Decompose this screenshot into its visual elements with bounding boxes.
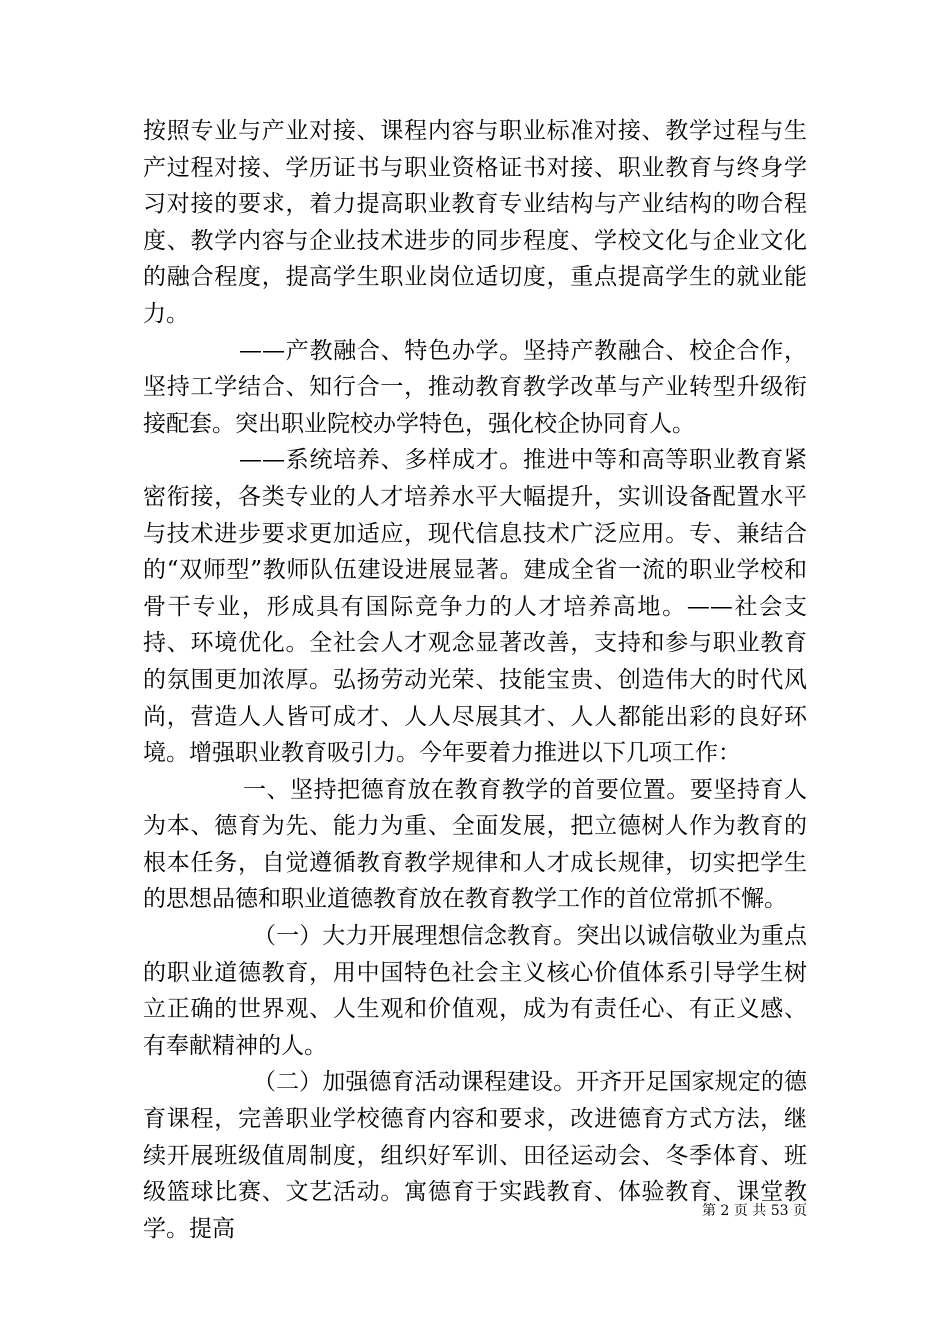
paragraph-6: （二）加强德育活动课程建设。开齐开足国家规定的德育课程，完善职业学校德育内容和要求，改进德育方式方法，继续开展班级值周制度，组织好军训、田径运动会、冬季体育、班级篮球比赛、文艺活动。寓德育于实践教育、体验教育、课堂教学。提高: [143, 1069, 807, 1242]
paragraph-3: ——系统培养、多样成才。推进中等和高等职业教育紧密衔接，各类专业的人才培养水平大幅提升，实训设备配置水平与技术进步要求更加适应，现代信息技术广泛应用。专、兼结合的“双师型”教师队伍建设进展显著。建成全省一流的职业学校和骨干专业，形成具有国际竞争力的人才培养高地。——社会支持、环境优化。全社会人才观念显著改善，支持和参与职业教育的氛围更加浓厚。弘扬劳动光荣、技能宝贵、创造伟大的时代风尚，营造人人皆可成才、人人尽展其才、人人都能出彩的良好环境。增强职业教育吸引力。今年要着力推进以下几项工作：: [143, 447, 807, 767]
page-number-footer: 第 2 页 共 53 页: [702, 1203, 807, 1219]
document-body: [143, 113, 807, 1247]
paragraph-1: 按照专业与产业对接、课程内容与职业标准对接、教学过程与生产过程对接、学历证书与职业资格证书对接、职业教育与终身学习对接的要求，着力提高职业教育专业结构与产业结构的吻合程度、教学内容与企业技术进步的同步程度、学校文化与企业文化的融合程度，提高学生职业岗位适切度，重点提高学生的就业能力。: [143, 118, 807, 327]
paragraph-2: ——产教融合、特色办学。坚持产教融合、校企合作，坚持工学结合、知行合一，推动教育教学改革与产业转型升级衔接配套。突出职业院校办学特色，强化校企协同育人。: [143, 337, 807, 437]
paragraph-5: （一）大力开展理想信念教育。突出以诚信敬业为重点的职业道德教育，用中国特色社会主义核心价值体系引导学生树立正确的世界观、人生观和价值观，成为有责任心、有正义感、有奉献精神的人。: [143, 923, 807, 1059]
paragraph-4: 一、坚持把德育放在教育教学的首要位置。要坚持育人为本、德育为先、能力为重、全面发展，把立德树人作为教育的根本任务，自觉遵循教育教学规律和人才成长规律，切实把学生的思想品德和职业道德教育放在教育教学工作的首位常抓不懈。: [143, 776, 807, 913]
